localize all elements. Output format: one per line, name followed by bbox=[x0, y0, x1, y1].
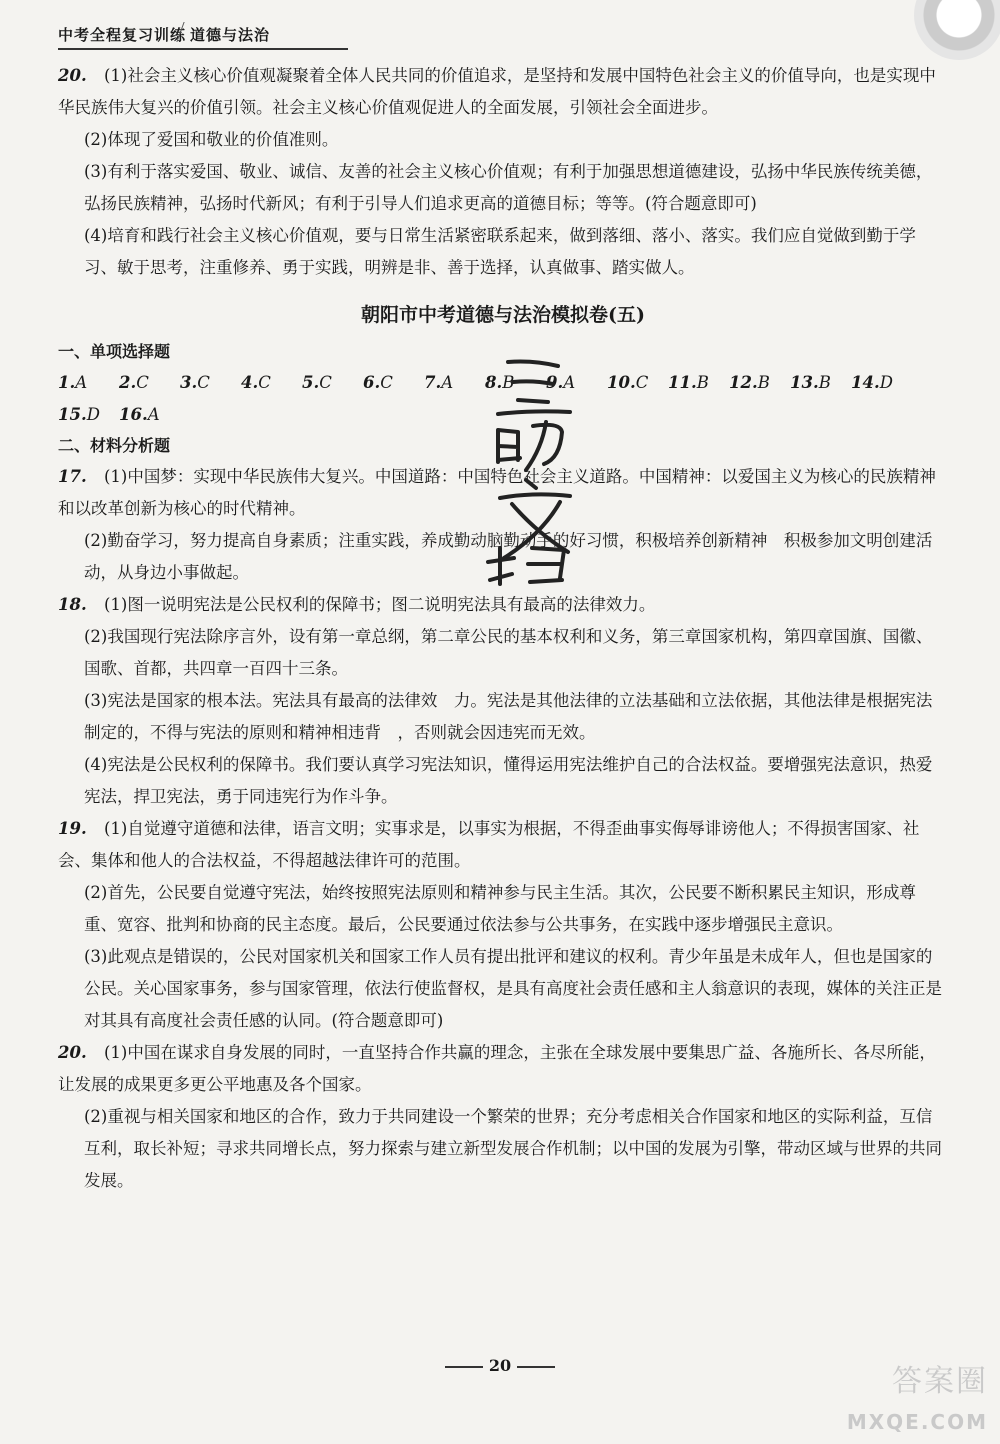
footer-ornament-right bbox=[517, 1366, 555, 1368]
answer-part-2: (2)体现了爱国和敬业的价值准则。 bbox=[84, 130, 339, 149]
page-footer bbox=[430, 1356, 570, 1375]
question-18 bbox=[58, 589, 948, 813]
exam-title: 朝阳市中考道德与法治模拟卷(五) bbox=[361, 304, 645, 326]
answer-13: 13.B bbox=[790, 373, 831, 392]
answer-part-4: (4)培育和践行社会主义核心价值观，要与日常生活紧密联系起来，做到落细、落小、落实。我们应自觉做到勤于学习、敏于思考，注重修养、勇于实践，明辨是非、善于选择，认真做事、踏实做人。 bbox=[84, 226, 916, 277]
section-heading-material-analysis: 二、材料分析题 bbox=[58, 436, 171, 455]
answer-part-3: (3)宪法是国家的根本法。宪法具有最高的法律效 力。宪法是其他法律的立法基础和立法依据，其他法律是根据宪法制定的，不得与宪法的原则和精神相违背 ，否则就会因违宪而无效。 bbox=[84, 691, 933, 742]
answer-8: 8.B bbox=[485, 373, 515, 392]
answer-9: 9.A bbox=[546, 373, 576, 392]
answer-6: 6.C bbox=[363, 373, 393, 392]
header-underline bbox=[58, 48, 348, 50]
answer-7: 7.A bbox=[424, 373, 454, 392]
answer-11: 11.B bbox=[668, 373, 709, 392]
answer-12: 12.B bbox=[729, 373, 770, 392]
page-number: 20 bbox=[488, 1356, 512, 1375]
answer-part-1: (1)图一说明宪法是公民权利的保障书；图二说明宪法具有最高的法律效力。 bbox=[104, 595, 656, 614]
question-number: 19. bbox=[58, 819, 87, 838]
answer-2: 2.C bbox=[119, 373, 149, 392]
answer-part-3: (3)有利于落实爱国、敬业、诚信、友善的社会主义核心价值观；有利于加强思想道德建设，弘扬中华民族传统美德，弘扬民族精神，弘扬时代新风；有利于引导人们追求更高的道德目标；等等。(符合题意即可) bbox=[84, 162, 933, 213]
answer-16: 16.A bbox=[119, 405, 160, 424]
question-19 bbox=[58, 813, 948, 1037]
answer-part-1: (1)中国梦：实现中华民族伟大复兴。中国道路：中国特色社会主义道路。中国精神：以爱国主义为核心的民族精神和以改革创新为核心的时代精神。 bbox=[58, 467, 936, 518]
watermark-logo-text: 答案圈 bbox=[892, 1364, 988, 1399]
answer-part-3: (3)此观点是错误的，公民对国家机关和国家工作人员有提出批评和建议的权利。青少年虽是未成年人，但也是国家的公民。关心国家事务，参与国家管理，依法行使监督权，是具有高度社会责任感和主人翁意识的表现，媒体的关注正是对其具有高度社会责任感的认同。(符合题意即可) bbox=[84, 947, 942, 1030]
answer-4: 4.C bbox=[241, 373, 271, 392]
answer-part-2: (2)勤奋学习，努力提高自身素质；注重实践，养成勤动脑勤动手的好习惯，积极培养创新精神 积极参加文明创建活动，从身边小事做起。 bbox=[84, 531, 933, 582]
watermark-url: MXQE.COM bbox=[846, 1410, 988, 1434]
answer-15: 15.D bbox=[58, 405, 100, 424]
header-subject: 道德与法治 bbox=[190, 26, 271, 44]
answer-part-4: (4)宪法是公民权利的保障书。我们要认真学习宪法知识，懂得运用宪法维护自己的合法权益。要增强宪法意识，热爱宪法，捍卫宪法，勇于同违宪行为作斗争。 bbox=[84, 755, 933, 806]
question-number: 20. bbox=[58, 66, 87, 85]
footer-ornament-left bbox=[445, 1366, 483, 1368]
answer-part-2: (2)首先，公民要自觉遵守宪法，始终按照宪法原则和精神参与民主生活。其次，公民要不断积累民主知识，形成尊重、宽容、批判和协商的民主态度。最后，公民要通过依法参与公共事务，在实践中逐步增强民主意识。 bbox=[84, 883, 916, 934]
section-heading-single-choice: 一、单项选择题 bbox=[58, 342, 171, 361]
answer-part-2: (2)我国现行宪法除序言外，设有第一章总纲，第二章公民的基本权利和义务，第三章国家机构，第四章国旗、国徽、国歌、首都，共四章一百四十三条。 bbox=[84, 627, 933, 678]
answer-3: 3.C bbox=[180, 373, 210, 392]
answer-1: 1.A bbox=[58, 373, 88, 392]
answer-part-1: (1)中国在谋求自身发展的同时，一直坚持合作共赢的理念，主张在全球发展中要集思广益、各施所长、各尽所能，让发展的成果更多更公平地惠及各个国家。 bbox=[58, 1043, 936, 1094]
handwritten-watermark-icon bbox=[478, 352, 588, 592]
question-number: 17. bbox=[58, 467, 87, 486]
question-number: 20. bbox=[58, 1043, 87, 1062]
answer-part-2: (2)重视与相关国家和地区的合作，致力于共同建设一个繁荣的世界；充分考虑相关合作国家和地区的实际利益，互信互利，取长补短；寻求共同增长点，努力探索与建立新型发展合作机制；以中国的发展为引擎，带动区域与世界的共同发展。 bbox=[84, 1107, 942, 1190]
answer-14: 14.D bbox=[851, 373, 893, 392]
question-number: 18. bbox=[58, 595, 87, 614]
header-book-title: 中考全程复习训练 bbox=[58, 26, 187, 44]
corner-emblem-icon bbox=[914, 0, 1000, 60]
answer-part-1: (1)社会主义核心价值观凝聚着全体人民共同的价值追求，是坚持和发展中国特色社会主义的价值导向，也是实现中华民族伟大复兴的价值引领。社会主义核心价值观促进人的全面发展，引领社会全面进步。 bbox=[58, 66, 936, 117]
answer-content bbox=[58, 60, 948, 1197]
page-header bbox=[28, 18, 320, 46]
answer-10: 10.C bbox=[607, 373, 649, 392]
answer-5: 5.C bbox=[302, 373, 332, 392]
question-20-top bbox=[58, 60, 948, 284]
question-20 bbox=[58, 1037, 948, 1197]
answer-part-1: (1)自觉遵守道德和法律，语言文明；实事求是，以事实为根据，不得歪曲事实侮辱诽谤他人；不得损害国家、社会、集体和他人的合法权益，不得超越法律许可的范围。 bbox=[58, 819, 920, 870]
